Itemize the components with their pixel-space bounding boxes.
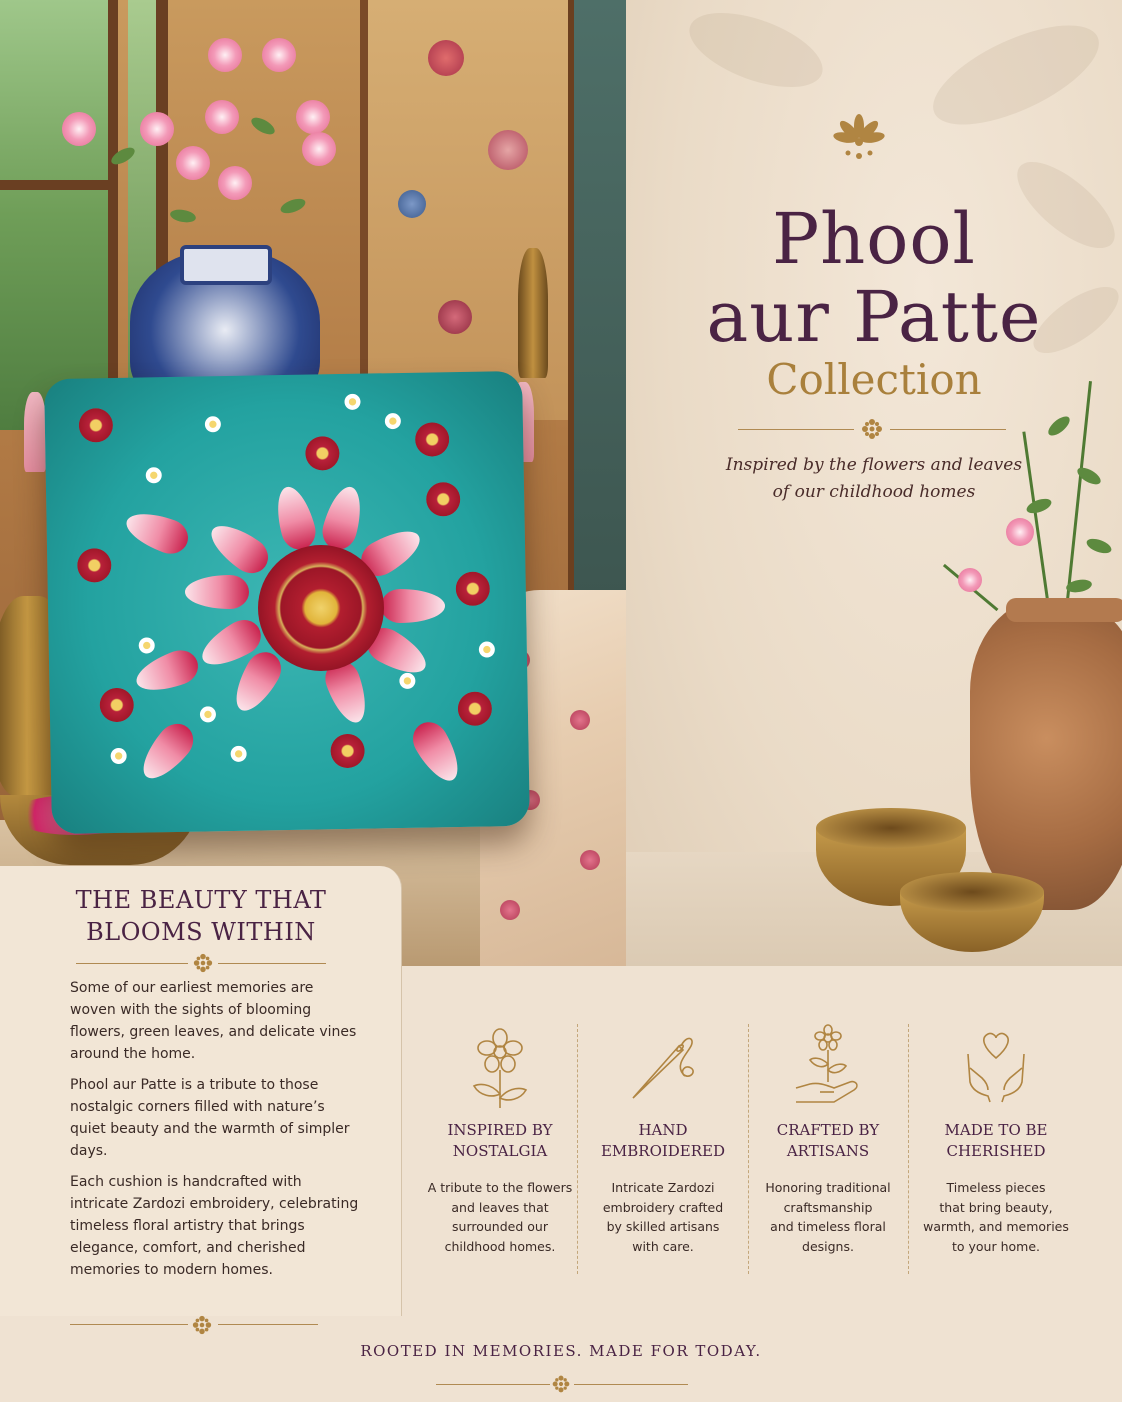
brass-finial <box>518 248 548 378</box>
story-paragraph: Each cushion is handcrafted with intricate Zardozi embroidery, celebrating timeless floral artistry that brings elegance, comfort, and cherished memories to modern homes. <box>70 1174 359 1278</box>
tagline-line: Inspired by the flowers and leaves <box>725 455 1023 475</box>
feature-description: Honoring traditional craftsmanship and timeless floral designs. <box>765 1180 891 1254</box>
feature-title: MADE TO BE CHERISHED <box>944 1121 1048 1160</box>
collection-title: Phool <box>772 198 976 280</box>
feature-hand-embroidered <box>578 966 748 1266</box>
story-card <box>0 866 402 1316</box>
tassel <box>24 392 46 472</box>
lotus-ornament-icon <box>828 110 890 166</box>
feature-title: HAND EMBROIDERED <box>600 1121 726 1160</box>
flower-divider-icon <box>551 1374 571 1394</box>
collection-title: aur Patte <box>706 276 1042 358</box>
feature-description: Timeless pieces that bring beauty, warmth, and memories to your home. <box>923 1180 1069 1254</box>
feature-description: Intricate Zardozi embroidery crafted by skilled artisans with care. <box>602 1180 724 1254</box>
feature-artisans <box>748 966 908 1266</box>
collection-tagline <box>626 452 1122 506</box>
flower-icon <box>462 1024 538 1110</box>
feature-cherished <box>912 966 1080 1266</box>
divider <box>218 963 326 964</box>
story-title: BLOOMS WITHIN <box>86 918 316 946</box>
feature-title: INSPIRED BY NOSTALGIA <box>447 1121 553 1160</box>
tagline-line: of our childhood homes <box>772 482 976 502</box>
terracotta-pot <box>970 598 1122 910</box>
feature-nostalgia <box>412 966 588 1266</box>
story-paragraph: Some of our earliest memories are woven with the sights of blooming flowers, green leaves, and delicate vines around the home. <box>70 980 357 1062</box>
feature-divider <box>908 1024 909 1274</box>
story-title: THE BEAUTY THAT <box>75 886 327 914</box>
needle-thread-icon <box>625 1024 701 1110</box>
story-paragraph: Phool aur Patte is a tribute to those nostalgic corners filled with nature’s quiet beauty and the warmth of simpler days. <box>70 1077 350 1159</box>
collection-subtitle: Collection <box>766 355 982 404</box>
flower-divider-icon <box>860 417 884 441</box>
footer-tagline: ROOTED IN MEMORIES. MADE FOR TODAY. <box>360 1342 762 1360</box>
painted-door-panel <box>568 0 626 600</box>
product-photo <box>0 0 626 966</box>
hands-heart-icon <box>958 1024 1034 1110</box>
flower-divider-icon <box>192 952 214 974</box>
divider <box>436 1384 550 1385</box>
feature-description: A tribute to the flowers and leaves that surrounded our childhood homes. <box>427 1180 573 1254</box>
divider <box>738 429 854 430</box>
divider <box>890 429 1006 430</box>
feature-title: CRAFTED BY ARTISANS <box>776 1121 880 1160</box>
divider <box>574 1384 688 1385</box>
features-row <box>402 966 1122 1316</box>
hand-flower-icon <box>790 1024 866 1110</box>
window <box>0 0 118 430</box>
flower-divider-icon <box>191 1314 213 1336</box>
central-medallion <box>258 545 384 671</box>
divider <box>76 963 188 964</box>
divider <box>70 1324 188 1325</box>
divider <box>218 1324 318 1325</box>
